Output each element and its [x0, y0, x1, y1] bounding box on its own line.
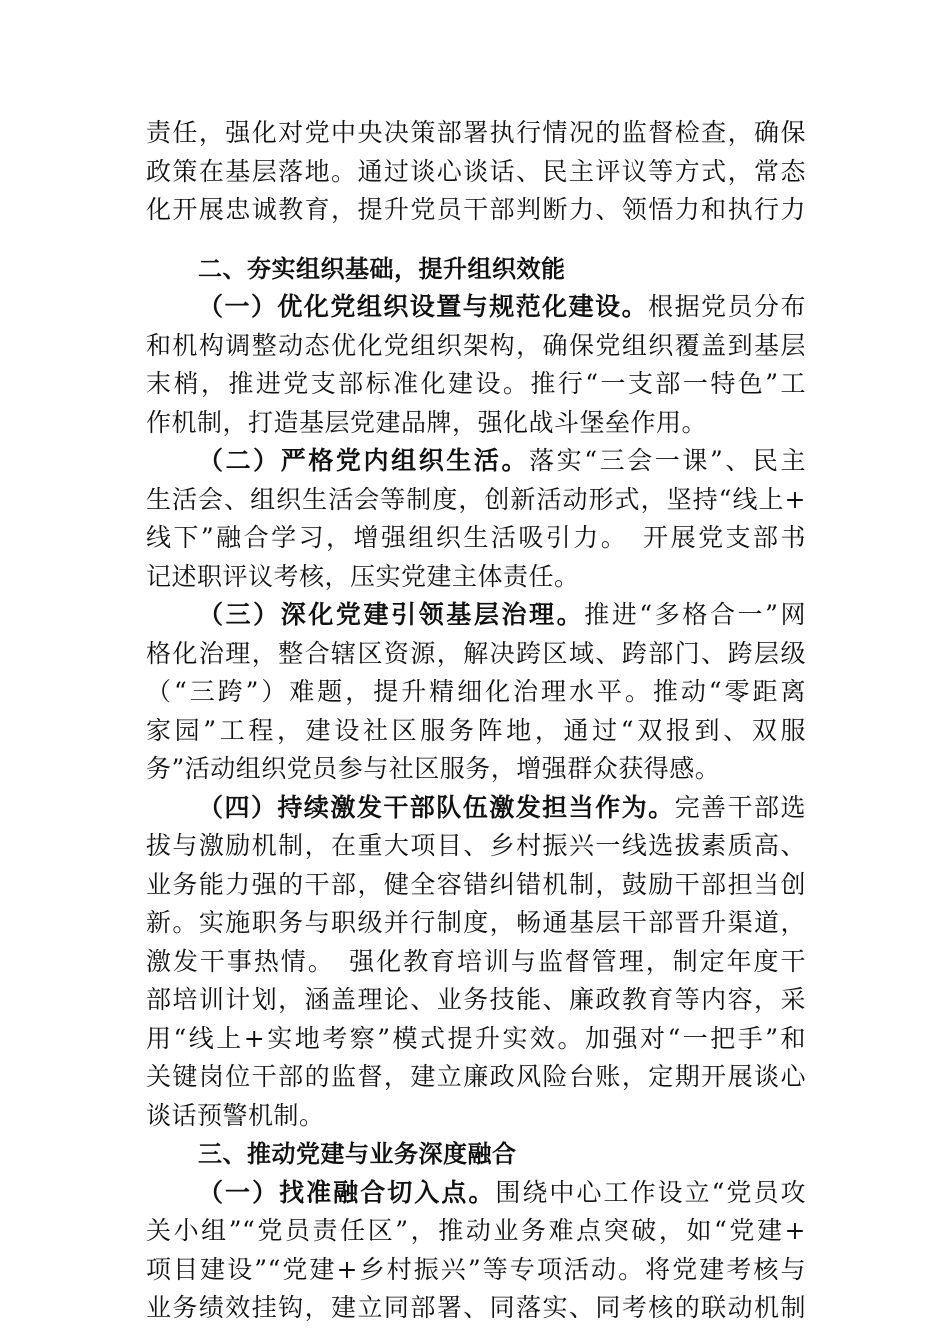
text-line	[146, 596, 806, 635]
text-line: 生活会、组织生活会等制度，创新活动形式，坚持“线上+	[146, 484, 806, 514]
section-gap	[146, 230, 806, 250]
text-line: （“三跨”）难题，提升精细化治理水平。推动“零距离	[146, 677, 806, 706]
text-line: 政策在基层落地。通过谈心谈话、民主评议等方式，常态	[146, 156, 806, 186]
text-line: 业务能力强的干部，健全容错纠错机制，鼓励干部担当创	[146, 869, 806, 899]
text-line: 化开展忠诚教育，提升党员干部判断力、领悟力和执行力	[146, 195, 806, 224]
text-line: 激发干事热情。 强化教育培训与监督管理，制定年度干	[146, 946, 806, 976]
paragraph-text: 根据党员分布	[648, 292, 806, 321]
paragraph-2-1	[146, 288, 806, 442]
paragraph-lead: （四）持续激发干部队伍激发担当作为。	[198, 792, 675, 822]
text-line: 和机构调整动态优化党组织架构，确保党组织覆盖到基层	[146, 330, 806, 360]
paragraph-2-4	[146, 789, 806, 1136]
paragraph-text: 完善干部选	[674, 792, 806, 822]
text-line: 关键岗位干部的监督，建立廉政风险台账，定期开展谈心	[146, 1062, 806, 1091]
text-line: 新。实施职务与职级并行制度，畅通基层干部晋升渠道，	[146, 908, 806, 937]
section-heading-2: 二、夯实组织基础，提升组织效能	[198, 254, 566, 283]
paragraph-lead: （一）优化党组织设置与规范化建设。	[198, 292, 649, 321]
text-line: 作机制，打造基层党建品牌，强化战斗堡垒作用。	[146, 407, 708, 437]
text-line	[146, 789, 806, 828]
text-line: 谈话预警机制。	[146, 1100, 325, 1130]
text-line: 项目建设”“党建+乡村振兴”等专项活动。将党建考核与	[146, 1254, 806, 1284]
document-page	[146, 114, 806, 1328]
section-heading-3: 三、推动党建与业务深度融合	[198, 1140, 517, 1168]
paragraph-3-1	[146, 1174, 806, 1328]
text-line	[146, 288, 806, 327]
text-line	[146, 1174, 806, 1213]
paragraph-text: 落实“三会一课”、民主	[529, 446, 806, 475]
text-line: 用“线上+实地考察”模式提升实效。加强对“一把手”和	[146, 1023, 806, 1053]
text-line: 关小组”“党员责任区”，推动业务难点突破，如“党建+	[146, 1216, 806, 1245]
text-line: 格化治理，整合辖区资源，解决跨区域、跨部门、跨层级	[146, 638, 806, 668]
text-line	[146, 442, 806, 481]
paragraph-text: 推进“多格合一”网	[584, 600, 806, 629]
text-line: 责任，强化对党中央决策部署执行情况的监督检查，确保	[146, 118, 806, 147]
paragraph-text: 围绕中心工作设立“党员攻	[495, 1177, 806, 1207]
text-line: 家园”工程，建设社区服务阵地，通过“双报到、双服	[146, 715, 806, 745]
paragraph-lead: （三）深化党建引领基层治理。	[198, 600, 585, 629]
text-line: 拔与激励机制，在重大项目、乡村振兴一线选拔素质高、	[146, 831, 806, 860]
paragraph-2-3	[146, 596, 806, 789]
intro-paragraph	[146, 114, 806, 230]
text-line: 部培训计划，涵盖理论、业务技能、廉政教育等内容，采	[146, 985, 806, 1014]
text-line: 业务绩效挂钩，建立同部署、同落实、同考核的联动机制	[146, 1293, 806, 1322]
text-line: 末梢，推进党支部标准化建设。推行“一支部一特色”工	[146, 369, 806, 398]
text-line: 线下”融合学习，增强组织生活吸引力。 开展党支部书	[146, 523, 806, 552]
text-line: 务”活动组织党员参与社区服务，增强群众获得感。	[146, 754, 721, 783]
paragraph-lead: （一）找准融合切入点。	[198, 1177, 496, 1207]
paragraph-2-2	[146, 442, 806, 596]
paragraph-lead: （二）严格党内组织生活。	[198, 446, 530, 475]
text-line: 记述职评议考核，压实党建主体责任。	[146, 561, 580, 591]
